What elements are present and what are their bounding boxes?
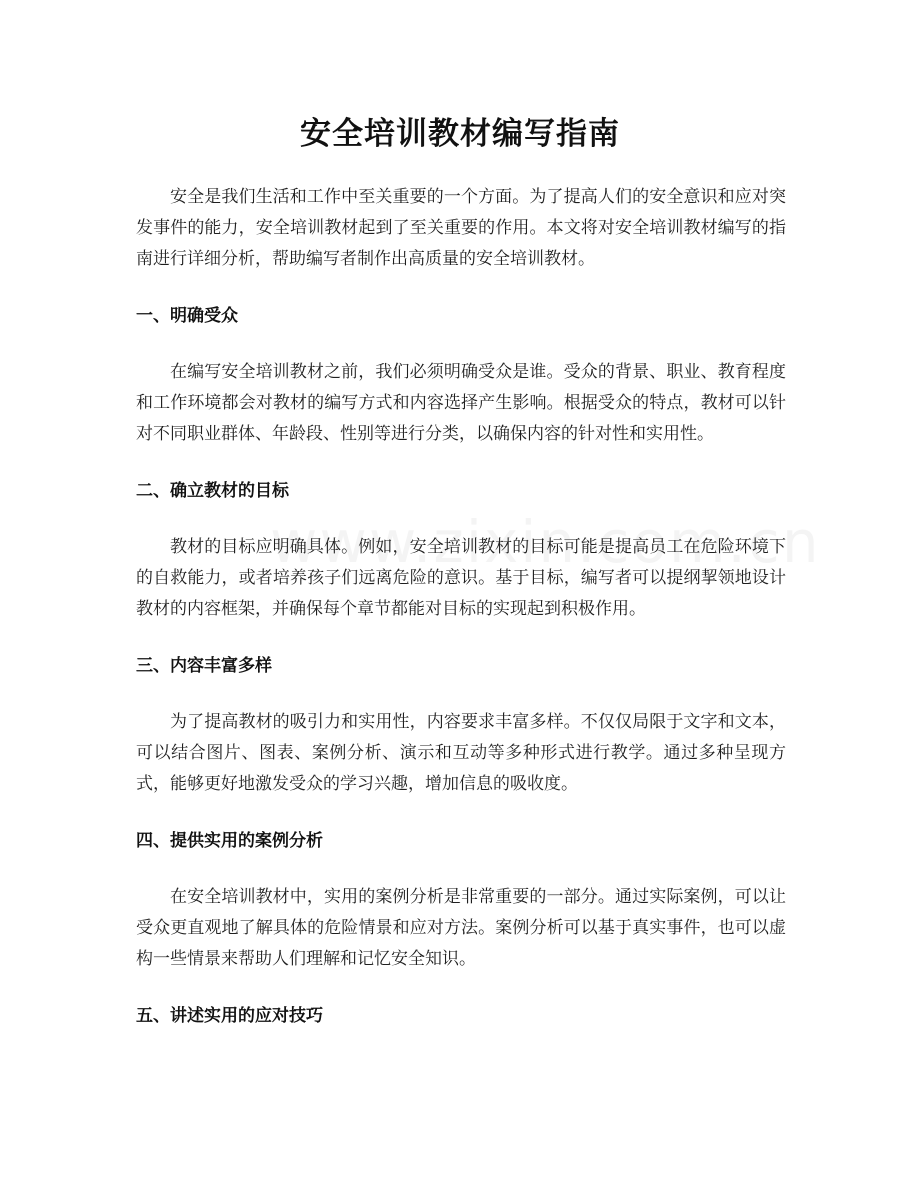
section-paragraph: 为了提高教材的吸引力和实用性，内容要求丰富多样。不仅仅局限于文字和文本，可以结合图片、图表、案例分析、演示和互动等多种形式进行教学。通过多种呈现方式，能够更好地激发受众的学习兴趣，增加信息的吸收度。 bbox=[136, 712, 786, 794]
section-paragraph: 在编写安全培训教材之前，我们必须明确受众是谁。受众的背景、职业、教育程度和工作环境都会对教材的编写方式和内容选择产生影响。根据受众的特点，教材可以针对不同职业群体、年龄段、性别等进行分类，以确保内容的针对性和实用性。 bbox=[136, 362, 786, 444]
section-heading: 三、内容丰富多样 bbox=[136, 656, 272, 676]
section-heading: 二、确立教材的目标 bbox=[136, 481, 289, 501]
intro-paragraph: 安全是我们生活和工作中至关重要的一个方面。为了提高人们的安全意识和应对突发事件的能力，安全培训教材起到了至关重要的作用。本文将对安全培训教材编写的指南进行详细分析，帮助编写者制作出高质量的安全培训教材。 bbox=[136, 187, 786, 269]
document-body bbox=[136, 182, 786, 1032]
section-paragraph: 教材的目标应明确具体。例如，安全培训教材的目标可能是提高员工在危险环境下的自救能力，或者培养孩子们远离危险的意识。基于目标，编写者可以提纲挈领地设计教材的内容框架，并确保每个章节都能对目标的实现起到积极作用。 bbox=[136, 537, 786, 619]
section-paragraph: 在安全培训教材中，实用的案例分析是非常重要的一部分。通过实际案例，可以让受众更直观地了解具体的危险情景和应对方法。案例分析可以基于真实事件，也可以虚构一些情景来帮助人们理解和记忆安全知识。 bbox=[136, 887, 786, 969]
section-heading: 一、明确受众 bbox=[136, 306, 238, 326]
document-title: 安全培训教材编写指南 bbox=[300, 116, 620, 152]
section-heading: 四、提供实用的案例分析 bbox=[136, 831, 323, 851]
section-heading: 五、讲述实用的应对技巧 bbox=[136, 1006, 323, 1026]
